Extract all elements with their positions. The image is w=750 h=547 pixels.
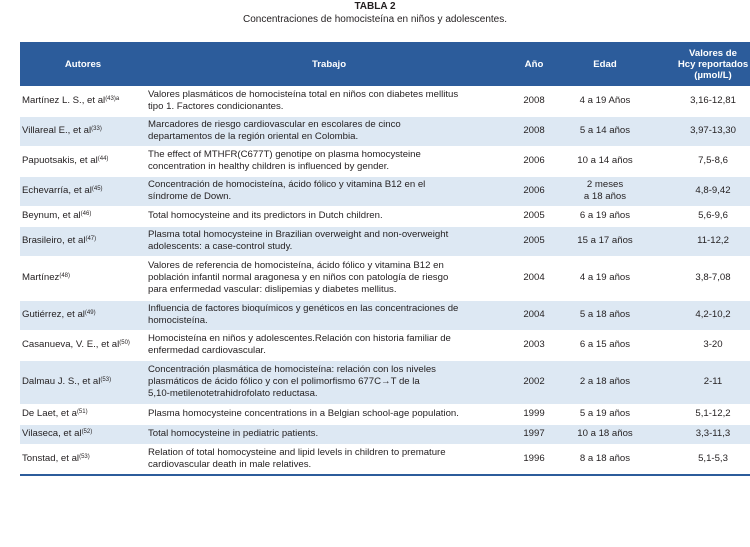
table-row bbox=[20, 116, 750, 146]
cell-anio: 1997 bbox=[512, 424, 556, 444]
table-row bbox=[20, 86, 750, 116]
header-edad: Edad bbox=[556, 42, 654, 86]
cell-autor bbox=[20, 404, 146, 424]
trabajo-line: plasmáticos de ácido fólico y con el polimorfismo 677C→T de la bbox=[148, 376, 420, 387]
edad-line: 10 a 14 años bbox=[577, 155, 633, 166]
cell-trabajo bbox=[146, 176, 512, 206]
cell-valores: 3,8-7,08 bbox=[654, 256, 750, 300]
header-trabajo: Trabajo bbox=[146, 42, 512, 86]
cell-anio: 2003 bbox=[512, 330, 556, 360]
edad-line: 6 a 19 años bbox=[579, 210, 631, 221]
autor-name: Beynum, et al bbox=[22, 210, 81, 221]
table-body bbox=[20, 86, 750, 475]
cell-anio: 1999 bbox=[512, 404, 556, 424]
trabajo-line: The effect of MTHFR(C677T) genotipe on plasma homocysteine bbox=[148, 149, 421, 160]
trabajo-line: Plasma homocysteine concentrations in a Belgian school-age population. bbox=[148, 408, 459, 419]
table-row bbox=[20, 404, 750, 424]
reference-superscript: (45) bbox=[91, 186, 103, 192]
table-row bbox=[20, 256, 750, 300]
cell-edad bbox=[556, 256, 654, 300]
trabajo-line: 5,10-metilenotetrahidrofolato reductasa. bbox=[148, 388, 318, 399]
cell-trabajo bbox=[146, 444, 512, 475]
cell-anio: 2008 bbox=[512, 86, 556, 116]
autor-name: Casanueva, V. E., et al bbox=[22, 339, 120, 350]
trabajo-line: Valores de referencia de homocisteína, ácido fólico y vitamina B12 en bbox=[148, 260, 444, 271]
cell-trabajo bbox=[146, 424, 512, 444]
cell-autor bbox=[20, 146, 146, 176]
edad-line: 5 a 14 años bbox=[579, 125, 631, 136]
table-title: Concentraciones de homocisteína en niños y adolescentes. bbox=[242, 14, 508, 25]
cell-anio: 2004 bbox=[512, 256, 556, 300]
trabajo-line: Marcadores de riesgo cardiovascular en escolares de cinco bbox=[148, 119, 401, 130]
trabajo-line: Total homocysteine in pediatric patients. bbox=[148, 428, 319, 439]
cell-trabajo bbox=[146, 330, 512, 360]
trabajo-line: síndrome de Down. bbox=[148, 191, 232, 202]
reference-superscript: (33) bbox=[91, 126, 102, 132]
cell-valores: 2-11 bbox=[654, 360, 750, 404]
cell-autor bbox=[20, 116, 146, 146]
cell-autor bbox=[20, 206, 146, 226]
autor-name: Papuotsakis, et al bbox=[22, 155, 98, 166]
trabajo-line: Valores plasmáticos de homocisteína total en niños con diabetes mellitus bbox=[148, 88, 459, 100]
edad-line: a 18 años bbox=[583, 191, 627, 202]
cell-autor bbox=[20, 256, 146, 300]
table-label: TABLA 2 bbox=[354, 1, 396, 12]
cell-anio: 1996 bbox=[512, 444, 556, 475]
reference-superscript: (49) bbox=[84, 310, 96, 316]
cell-edad bbox=[556, 206, 654, 226]
edad-line: 10 a 18 años bbox=[577, 428, 633, 439]
cell-autor bbox=[20, 176, 146, 206]
cell-trabajo bbox=[146, 256, 512, 300]
cell-edad bbox=[556, 404, 654, 424]
autor-name: Villareal E., et al bbox=[22, 125, 92, 136]
edad-line: 4 a 19 Años bbox=[579, 94, 631, 106]
header-valores-line3: (µmol/L) bbox=[694, 69, 732, 81]
cell-anio: 2005 bbox=[512, 226, 556, 256]
cell-anio: 2006 bbox=[512, 176, 556, 206]
header-autores: Autores bbox=[20, 42, 146, 86]
cell-anio: 2006 bbox=[512, 146, 556, 176]
cell-valores: 3,3-11,3 bbox=[654, 424, 750, 444]
cell-edad bbox=[556, 330, 654, 360]
reference-superscript: (47) bbox=[85, 236, 97, 242]
cell-trabajo bbox=[146, 206, 512, 226]
cell-autor bbox=[20, 226, 146, 256]
trabajo-line: departamentos de la región oriental en Colombia. bbox=[148, 131, 359, 142]
table-row bbox=[20, 226, 750, 256]
cell-edad bbox=[556, 360, 654, 404]
cell-valores: 3-20 bbox=[654, 330, 750, 360]
table-row bbox=[20, 360, 750, 404]
trabajo-line: enfermedad cardiovascular. bbox=[148, 345, 266, 356]
table-row bbox=[20, 146, 750, 176]
trabajo-line: Concentración de homocisteína, ácido fólico y vitamina B12 en el bbox=[148, 179, 426, 190]
cell-edad bbox=[556, 86, 654, 116]
cell-edad bbox=[556, 444, 654, 475]
cell-anio: 2008 bbox=[512, 116, 556, 146]
cell-edad bbox=[556, 176, 654, 206]
autor-name: Gutiérrez, et al bbox=[22, 309, 85, 320]
reference-superscript: (53) bbox=[100, 377, 112, 383]
reference-superscript: (50) bbox=[119, 340, 130, 346]
reference-superscript: (44) bbox=[97, 156, 109, 162]
autor-name: Dalmau J. S., et al bbox=[22, 376, 101, 387]
cell-valores: 5,1-5,3 bbox=[654, 444, 750, 475]
reference-superscript: (51) bbox=[76, 409, 88, 415]
cell-valores: 7,5-8,6 bbox=[654, 146, 750, 176]
cell-autor bbox=[20, 424, 146, 444]
header-valores-line2: Hcy reportados bbox=[677, 58, 749, 70]
table-header-row bbox=[20, 42, 750, 86]
cell-valores: 3,16-12,81 bbox=[654, 86, 750, 116]
edad-line: 15 a 17 años bbox=[577, 235, 633, 246]
trabajo-line: concentration in healthy children is influenced by gender. bbox=[148, 161, 390, 172]
reference-superscript: (43)a bbox=[105, 95, 120, 102]
cell-anio: 2004 bbox=[512, 300, 556, 330]
header-anio: Año bbox=[512, 42, 556, 86]
cell-trabajo bbox=[146, 360, 512, 404]
table-row bbox=[20, 176, 750, 206]
table-row bbox=[20, 300, 750, 330]
cell-valores: 11-12,2 bbox=[654, 226, 750, 256]
table-row bbox=[20, 444, 750, 475]
trabajo-line: Plasma total homocysteine in Brazilian overweight and non-overweight bbox=[148, 229, 449, 240]
cell-edad bbox=[556, 424, 654, 444]
table-row bbox=[20, 330, 750, 360]
reference-superscript: (48) bbox=[59, 273, 70, 279]
trabajo-line: Influencia de factores bioquímicos y genéticos en las concentraciones de bbox=[148, 303, 459, 314]
table-row bbox=[20, 206, 750, 226]
cell-trabajo bbox=[146, 300, 512, 330]
trabajo-line: Total homocysteine and its predictors in Dutch children. bbox=[148, 210, 383, 221]
autor-name: Vilaseca, et al bbox=[22, 428, 82, 439]
edad-line: 2 meses bbox=[586, 179, 624, 190]
edad-line: 5 a 18 años bbox=[579, 309, 631, 320]
edad-line: 2 a 18 años bbox=[579, 376, 631, 387]
reference-superscript: (52) bbox=[81, 429, 93, 435]
trabajo-line: Concentración plasmática de homocisteína: relación con los niveles bbox=[148, 364, 436, 375]
cell-trabajo bbox=[146, 86, 512, 116]
autor-name: Tonstad, et al bbox=[22, 453, 80, 465]
edad-line: 4 a 19 años bbox=[579, 272, 631, 283]
autor-name: Martínez L. S., et al bbox=[22, 94, 106, 106]
cell-trabajo bbox=[146, 146, 512, 176]
cell-anio: 2002 bbox=[512, 360, 556, 404]
edad-line: 6 a 15 años bbox=[579, 339, 631, 350]
cell-autor bbox=[20, 86, 146, 116]
header-valores-line1: Valores de bbox=[689, 47, 737, 59]
cell-trabajo bbox=[146, 404, 512, 424]
trabajo-line: adolescents: a case-control study. bbox=[148, 241, 293, 252]
reference-superscript: (46) bbox=[80, 211, 92, 217]
cell-edad bbox=[556, 116, 654, 146]
trabajo-line: homocisteína. bbox=[148, 315, 208, 326]
autor-name: Brasileiro, et al bbox=[22, 235, 86, 246]
cell-trabajo bbox=[146, 226, 512, 256]
cell-edad bbox=[556, 300, 654, 330]
trabajo-line: Relation of total homocysteine and lipid levels in children to premature bbox=[148, 447, 446, 459]
autor-name: Martínez bbox=[22, 272, 60, 283]
cell-autor bbox=[20, 300, 146, 330]
autor-name: De Laet, et a bbox=[22, 408, 77, 419]
cell-valores: 4,8-9,42 bbox=[654, 176, 750, 206]
header-valores bbox=[654, 42, 750, 86]
cell-autor bbox=[20, 360, 146, 404]
trabajo-line: Homocisteína en niños y adolescentes.Relación con historia familiar de bbox=[148, 333, 451, 344]
cell-autor bbox=[20, 444, 146, 475]
reference-superscript: (53) bbox=[79, 454, 90, 461]
cell-valores: 3,97-13,30 bbox=[654, 116, 750, 146]
cell-valores: 4,2-10,2 bbox=[654, 300, 750, 330]
cell-trabajo bbox=[146, 116, 512, 146]
table-row bbox=[20, 424, 750, 444]
edad-line: 8 a 18 años bbox=[579, 453, 631, 465]
autor-name: Echevarría, et al bbox=[22, 185, 92, 196]
cell-autor bbox=[20, 330, 146, 360]
cell-valores: 5,6-9,6 bbox=[654, 206, 750, 226]
trabajo-line: cardiovascular death in male relatives. bbox=[148, 459, 312, 471]
cell-valores: 5,1-12,2 bbox=[654, 404, 750, 424]
trabajo-line: para enfermedad vascular: dislipemias y diabetes mellitus. bbox=[148, 284, 397, 295]
cell-anio: 2005 bbox=[512, 206, 556, 226]
cell-edad bbox=[556, 146, 654, 176]
trabajo-line: población infantil normal aragonesa y en niños con patología de riesgo bbox=[148, 272, 449, 283]
edad-line: 5 a 19 años bbox=[579, 408, 631, 419]
cell-edad bbox=[556, 226, 654, 256]
trabajo-line: tipo 1. Factores condicionantes. bbox=[148, 100, 284, 112]
homocysteine-table bbox=[20, 42, 750, 476]
